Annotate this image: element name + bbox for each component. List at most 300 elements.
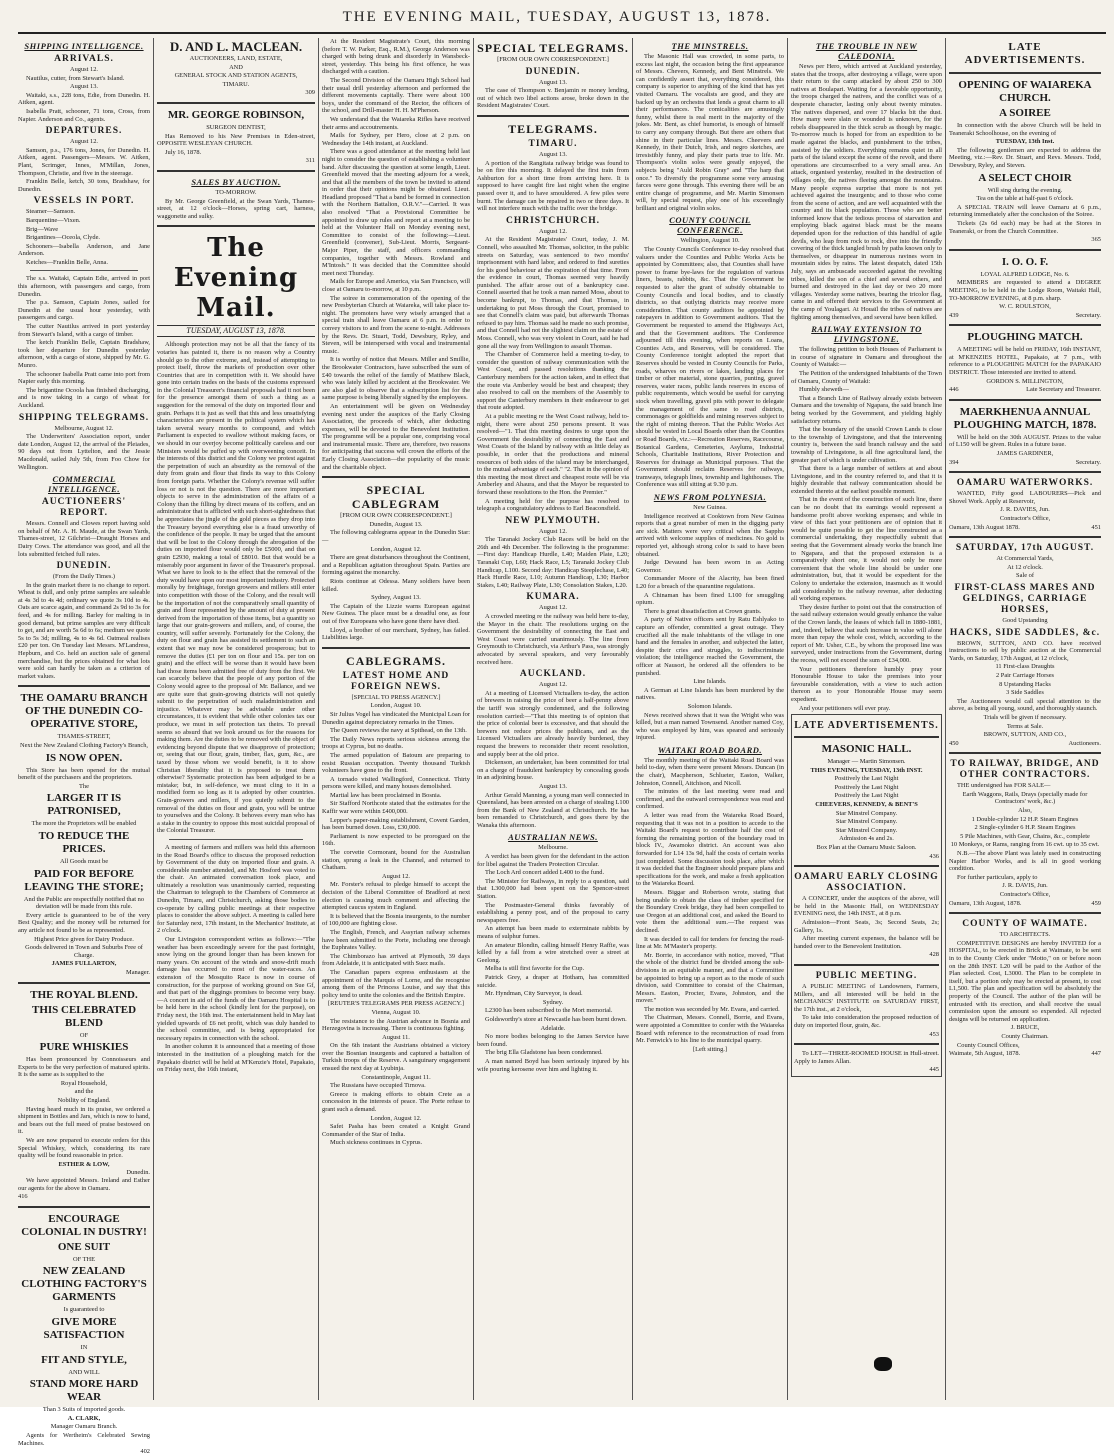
advert-number: 311 (305, 157, 315, 165)
column-7 (949, 38, 1101, 1400)
news-paragraph: Humbly sheweth— (799, 386, 849, 394)
divider (157, 170, 315, 172)
advert-line: Manager Oamaru Branch. (50, 1423, 118, 1431)
advert-line: 8 Upstanding Hacks (999, 680, 1051, 688)
advert-number: 428 (929, 951, 939, 959)
advert-line: Box Plan at the Oamaru Music Saloon. (816, 844, 917, 852)
news-paragraph: The Chimborazo has arrived at Plymouth, 39 days from Adelaide, it is anticipated with Suez mails. (322, 952, 470, 968)
dateline: Melbourne. (538, 844, 568, 852)
dateline: Melbourne, August 12. (54, 424, 114, 432)
news-paragraph: The motion was seconded by Mr. Evans, and carried. (644, 1005, 780, 1013)
news-paragraph: It is believed that the Bosnia insurgents, to the number of 100,000 are fighting close. (322, 912, 470, 928)
advert-line: AND (229, 63, 243, 71)
news-paragraph: An entertainment will be given on Wednesday evening next under the auspices of the Early Closing Association, the proceeds of which, after deducting expenses, will be devoted to the Benevolent Institution. The programme will be a popular one, comprising vocal and instrumental music. There are, therefore, two reasons for anticipating that success will crown the efforts of the Early Closing Association—the popularity of the music and the charitable object. (322, 402, 470, 471)
advert-line: WANTED, Fifty good LABOURERS—Pick and Shovel Work. Apply at Reservoir, (949, 490, 1101, 505)
news-paragraph: That in the event of the construction of such line, there can be no doubt that its earnings would represent a handsome profit above working expenses; and while in view of this fact your petitioners are of opinion that it would be quite possible to get the line constructed as a commercial undertaking, they respectfully submit that seeing that the Government already works the branch line to Ngapara, and that the proposed extension is a comparatively short one, it would not only be more convenient that the whole line should be under one administration, but, that it would be expedient for the Colony to undertake the extension, inasmuch as it would add considerably to the railway revenue, after deducting all working expenses. (791, 496, 942, 603)
advert-line: Star Minstrel Company. (835, 809, 898, 817)
news-paragraph: Commander Moore of the Alacrity, has been fined L20 for a breach of the quarantine regulations. (636, 575, 784, 590)
news-paragraph: The resistance to the Austrian advance in Bosnia and Herzegovina is increasing. There is continuous fighting. (322, 1017, 470, 1033)
advert-line: A MEETING will be held on FRIDAY, 16th INSTANT, at M'KENZIES HOTEL, Papakaio, at 7 p.m., with reference to a PLOUGHING MATCH for the PAPAKAIO DISTRICT. Those interested are invited to attend. (949, 346, 1101, 377)
news-paragraph: Mr. Forster's refusal to pledge himself to accept the decision of the Liberal Committee of Bradford at next election is causing much comment and affecting the attempted caucus system in England. (322, 881, 470, 912)
auction-report: Messrs. Connell and Clowes report having sold on behalf of Mr. A. H. Maude, at the Swan Yards, Thames-street, 12 Gilchrist—Draught Horses and Dairy Cows. The attendance was good, and all the lots submitted fetched full rates. (18, 520, 150, 558)
advert-line: The (79, 782, 89, 790)
issue-date: TUESDAY, AUGUST 13, 1878. (157, 325, 315, 337)
advert-line: Will sing during the evening. (987, 186, 1063, 194)
source-line: [SPECIAL TO PRESS AGENCY.] (351, 693, 441, 701)
advert-line: The following gentlemen are expected to address the Meeting, viz.:—Rev. Dr. Stuart, and Revs. Messrs. Todd, Dewsbury, Ryley, and Steven. (949, 146, 1101, 169)
news-paragraph: Patrick Grey, a draper at Hotham, has committed suicide. (477, 973, 629, 989)
place-heading: NEW PLYMOUTH. (505, 515, 601, 526)
advert-signature: JAMES FULLARTON, (51, 960, 117, 968)
advert-line: OF (79, 1031, 89, 1039)
advert-line: Admission—Front Seats, 3s; Second Seats, 2s; Gallery, 1s. (794, 919, 939, 934)
advert-line: MEMBERS are requested to attend a DEGREE MEETING, to be held in the Lodge Room, Waitaki Hall, TO-MORROW EVENING, at 8 p.m. sharp. (949, 279, 1101, 302)
advert-line: We have appointed Messrs. Ireland and Esther our agents for the above in Oamaru. (18, 1177, 150, 1192)
date-line: August 12. (69, 138, 99, 146)
news-paragraph: We understand that the Waiareka Rifles have received their arms and accoutrements. (322, 115, 470, 131)
advert-line: Good Upstanding (1002, 616, 1048, 624)
dunedin-heading: DUNEDIN. (56, 561, 112, 572)
advert-number: 394 (949, 458, 959, 466)
news-paragraph: Messrs. Biggar and Robertson wrote, stating that being unable to obtain the class of timber specified for the Boundary Creek bridge, they had been compelled to use Oregon at an additional cost, and asked the Board to vote them the additional sum.—The request was declined. (636, 888, 784, 934)
market-report: In the grain market there is no change to report. Wheat is dull, and only prime samples are saleable at 4s 3d to 4s 4d; ordinary we quote 3s 10d to 4s. Oats are scarce again, and command 2s 9d to 3s for feed, and 4s for milling. Barley for malting is in good demand, but prime samples are very difficult to get, and are worth 5s 6d to 6s; medium we quote 5s to 5s 3d; milling, 4s to 4s 6d. Oatmeal realises £20 per ton. On Tuesday last Messrs. M'Landress, Hepburn, and Co. held an auction sale of general merchandise, but the prices obtained for what lots were sold can hardly be taken as a criterion of market values. (18, 581, 150, 680)
advert-line: TUESDAY, 13th Inst. (995, 138, 1055, 146)
section-heading: TELEGRAMS. (508, 121, 598, 136)
divider (794, 736, 939, 738)
news-paragraph: The Petition of the undersigned Inhabitants of the Town of Oamaru, County of Waitaki: (791, 369, 942, 385)
advert-footer-row (949, 459, 1101, 467)
advert-heading: TO RAILWAY, BRIDGE, AND OTHER CONTRACTORS. (950, 759, 1100, 781)
advert-signature: BROWN, SUTTON, AND CO., (983, 731, 1067, 739)
section-heading: THE TROUBLE IN NEW CALEDONIA. (815, 41, 918, 61)
dateline: August 12. (538, 681, 568, 689)
advert-line: PURE WHISKIES (39, 1041, 129, 1054)
place-heading: TIMARU. (528, 138, 578, 149)
news-paragraph: The Loch Ard concert added L400 to the fund. (485, 869, 605, 877)
advert-line: 11 First-class Draughts (995, 663, 1055, 671)
news-paragraph: They desire further to point out that the construction of the said railway extension would greatly enhance the value of the Crown lands, the leases of which fall in 1880-1881, and, indeed, believe that such increase in value will alone more than repay the whole cost, which, according to the report of Mr. Usher, C.E., by whom the proposed line was surveyed, under instructions from the Government, during the recess, will not exceed the sum of £34,000. (791, 603, 942, 664)
news-paragraph: There is great dissatisfaction at Crown grants. (644, 607, 762, 615)
advert-line: Positively the Last Night (834, 783, 899, 791)
news-paragraph: Your petitioners therefore humbly pray your Honourable House to take the premises into your favourable consideration, with a view to such action thereon as to your Honourable House may seem expedient. (791, 665, 942, 703)
advert-number: 309 (305, 89, 315, 97)
advert-line: AND WILL (68, 1368, 100, 1376)
news-paragraph: Our Livingston correspondent writes as follows:—"The weather has been exceedingly severe for the past fortnight, snow lying on the ground longer than has been known for many years. On account of the winds and snow-drift much damage has occurred to most of the water-races. An extension of the Mosquito Race is now in course of construction, for the purpose of working ground on Sue Gf, and that part of the diggings promises to become very busy.—A concert in aid of the funds of the Oamaru Hospital is to be held here in the school (kindly lent for the purpose), on Friday next, the 16th inst. The entertainment held in May last yielded upwards of £6 net profit, which was duly handed to the school committee, and is being appropriated for necessary repairs in connection with the school. (157, 936, 315, 1042)
dateline: August 11. (382, 1033, 410, 1041)
news-paragraph: The monthly meeting of the Waitaki Road Board was held to-day, when there were present Messrs. Duncan (in the chair), Macpherson, Schlueter, Easton, Walker, Johnston, Connell, Aitchison, and Nicoll. (636, 756, 784, 787)
news-paragraph: At a meeting of Licensed Victuallers to-day, the action of brewers in raising the price of beer a half-penny above the tariff was strongly condemned, and the following resolution carried:—"That this meeting is of opinion that the price of colonial beer is excessive, and that should the brewers not reduce prices the publicans, and as the Licensed Victuallers are already heavily burdened, they request the brewers to reconsider their recent resolution, and supply beer at the old price. (477, 689, 629, 758)
advert-line: County Council Offices, (957, 1041, 1020, 1049)
news-paragraph: The Chamber of Commerce held a meeting to-day, to consider the question of railway communication with the West Coast, and passed resolutions thanking the Canterbury members for the action taken, and in effect that the route via Amberley would be best and cheapest; they also resolved to call on the members of the Assembly to support the Canterbury members in their endeavour to get that route adopted. (477, 351, 629, 412)
advert-heading: MASONIC HALL. (821, 743, 912, 756)
advert-line: Auctioneers. (1068, 739, 1101, 747)
news-paragraph: The County Councils Conference to-day resolved that valuers under the Counties and Public Works Acts be appointed by Committees; also, that Counties shall have power to frame bye-laws for the regulation of various liners, beasts, rabbits, &c. That the Government be requested to alter the grant of subsidy obtainable to County Councils and local bodies, and to classify districts, so that outlying districts may receive more consideration. That county auditors be appointed by ratepayers in addition to Government auditors. That the Government be requested to amend the Highways Act, and that the Government auditors. The Conference adjourned till this evening, when reports on Loans, Counties Acts, and Reserves, will be considered. The County Conference tonight adopted the report that Reserves should be vested in County Councils for Parks, roads, wharves on rivers or lakes, landing places for timber or other material, stone quarries, punting, gravel reserves, water races, public lands reserves in excess of public requirements, which would be useful for carrying stock when travelling, gravel pits with power to delegate the management of the same to road districts, commonages or goldfields and mining reserves subject to the right of mining thereon. That the Public Works Act should be vested in Local Boards other than the Counties or Road Boards, viz.:—Recreation Reserves, Racecourse, Botanical Gardens, Cemeteries, Asylums, Industrial Schools, Charitable Institutions, River Protection and Reserves for drainage as Municipal purposes. That the Government should reclaim Reserves for railways, tramways, telegraph lines, township and lighthouses. The Conference was still sitting at 9.30 p.m. (636, 246, 784, 489)
divider (157, 102, 315, 104)
vessel-item: Brigantines—Oceola, Clyde. (26, 234, 101, 242)
news-paragraph: Mr. Hyndman, City Surveyor, is dead. (485, 990, 583, 998)
section-heading: SALES BY AUCTION. (191, 176, 281, 187)
news-paragraph: And your petitioners will ever pray. (799, 704, 891, 712)
column-2 (157, 38, 315, 1400)
advert-line: After meeting current expenses, the balance will be handed over to the Benevolent Institution. (794, 935, 939, 950)
vessel-item: Barquentine—Vixen. (26, 216, 81, 224)
telegrams-heading: SHIPPING TELEGRAMS. (18, 412, 150, 423)
place-heading: KUMARA. (526, 592, 580, 603)
news-paragraph: The Russians have occupied Tirnova. (330, 1082, 426, 1090)
news-paragraph: At a public meeting re the West Coast railway, held to-night, there were about 250 persons present. It was resolved—"1. That this meeting desires to urge upon the Government the desirability of connecting the East and West Coasts of the Island by railway with as little delay as possible, in order that the productions and mineral resources of both sides of the island may be interchanged, to the mutual advantage of each." "2. That in the opinion of this meeting the most direct and cheapest route will be via Amberley and Ahaura, and that the Mayor be requested to forward these resolutions to the Hon. the Premier." (477, 412, 629, 496)
masthead-rule (18, 32, 1106, 34)
dateline: Wellington, August 10. (680, 237, 740, 245)
advert-heading: COUNTY OF WAIMATE. (962, 919, 1088, 930)
advert-line: LARGER IT IS PATRONISED, (46, 792, 122, 818)
advert-line: Royal Household, (60, 1079, 108, 1087)
dateline: Constantinople, August 11. (361, 1073, 431, 1081)
news-paragraph: Sir Julius Vogel has vindicated the Municipal Loan for Dunedin against depreciatory remarks in the Times. (322, 710, 470, 726)
advert-line: All Goods must be (59, 857, 109, 865)
continued-note: [Left sitting.] (692, 1045, 728, 1053)
advert-line: Nobility of England. (57, 1097, 111, 1105)
advert-line: LOYAL ALFRED LODGE, No. 6. (980, 270, 1070, 278)
advert-line: 2 Pair Carriage Horses (995, 671, 1055, 679)
advert-signature: JAMES GARDINER, (996, 450, 1054, 458)
advert-line: Dunedin. (126, 1169, 150, 1177)
advert-line: Positively the Last Night (834, 775, 899, 783)
advert-line: Has been pronounced by Connoisseurs and Experts to be the very perfection of matured spirits. It is the same as is supplied to the (18, 1056, 150, 1079)
advert-signature: W. C. ROULSTON, (999, 303, 1051, 311)
advert-line: STAND MORE HARD WEAR (29, 1378, 139, 1404)
place-heading: AUCKLAND. (519, 669, 587, 680)
advert-line: N.B.—The above Plant was lately used in constructing Napier Harbor Works, and is all in good working condition. (949, 850, 1101, 873)
advert-heading: OAMARU EARLY CLOSING ASSOCIATION. (794, 872, 939, 894)
advert-line: Trials will be given if necessary. (983, 713, 1067, 721)
advert-number: 451 (1091, 523, 1101, 531)
advert-line: FIRST-CLASS MARES AND GELDINGS, CARRIAGE HORSES, (954, 582, 1096, 615)
departure-item: Samson, p.s., 176 tons, Jones, for Dunedin. H. Aitken, agent. Passengers—Messrs. W. Aitken, Plant, Scrimger, Innes, M'Millan, Jones, Thompson, Christie, and five in the steerage. (18, 146, 150, 177)
advert-line: Secretary. (1075, 458, 1101, 466)
advert-line: A SPECIAL TRAIN will leave Oamaru at 6 p.m., returning immediately after the conclusion of the Soiree. (949, 203, 1101, 219)
arrival-item: Nautilus, cutter, from Stewart's Island. (26, 74, 125, 82)
advert-line: July 16, 1878. (165, 148, 202, 156)
dateline: New Guinea. (693, 504, 727, 512)
dateline: Adelaide. (540, 1024, 566, 1032)
column-rule (945, 38, 946, 1400)
arrivals-heading: ARRIVALS. (54, 54, 114, 64)
advert-line: Next the New Zealand Clothing Factory's Branch, (19, 742, 149, 749)
advert-line: IS NOW OPEN. (45, 751, 123, 764)
advert-line: Star Minstrel Company. (835, 818, 898, 826)
news-paragraph: A tornado visited Wallingford, Connecticut. Thirty persons were killed, and many houses demolished. (322, 775, 470, 791)
vessel-item: Ketches—Franklin Belle, Anna. (26, 258, 108, 266)
advert-line: Tea on the table at half-past 6 o'clock. (976, 195, 1074, 203)
advert-line: Oamaru, 13th August, 1878. (949, 899, 1022, 907)
place-heading: CHRISTCHURCH. (505, 215, 601, 226)
advert-line: A SOIREE (999, 107, 1051, 119)
advert-line: Admission 4s and 2s. (839, 835, 894, 843)
advert-line: 2 Single-cylinder 6 H.P. Steam Engines (974, 824, 1076, 832)
ink-blot (874, 1357, 892, 1371)
section-heading: RAILWAY EXTENSION TO LIVINGSTONE. (811, 324, 922, 345)
advert-line: 1 Double-cylinder 12 H.P. Steam Engines (971, 815, 1079, 823)
column-rule (153, 38, 154, 1400)
advert-line: Will be held on the 30th AUGUST. Prizes to the value of L150 will be given. Rules in a future issue. (949, 433, 1101, 449)
advert-line: Late Secretary and Treasurer. (1026, 386, 1101, 394)
news-paragraph: Mails for Europe and America, via San Francisco, will close at Oamaru to-morrow, at 10 p.m. (322, 278, 470, 293)
advert-line: Also, (1018, 807, 1032, 815)
news-paragraph: The Captain of the Lizzie warns European against New Guinea. The place must be a dreadful one, as four out of five Europeans who have gone there have died. (322, 602, 470, 625)
news-paragraph: Safet Pasha has been created a Knight Grand Commander of the Star of India. (322, 1123, 470, 1138)
section-heading: AUSTRALIAN NEWS. (508, 832, 598, 843)
news-paragraph: A portion of the Rangitata railway bridge was found to be on fire this morning. It delayed the first train from Ashburton for a short time from arriving here. It is supposed to have caught fire last night when the engine passed over it, and to have smouldered. A few piles were burnt. The damage can be repaired in two or three days. It will not interfere much with the traffic over the bridge. (477, 159, 629, 213)
advert-line: Terms at Sale. (1006, 722, 1044, 730)
advert-heading: SATURDAY, 17th AUGUST. (955, 543, 1095, 554)
advert-line: At 12 o'clock. (1007, 563, 1043, 571)
source-line: [REUTER'S TELEGRAMS PER PRESS AGENCY.] (327, 1000, 465, 1008)
news-paragraph: An amateur Blondin, calling himself Henry Raffie, was killed by a fall from a wire stretched over a street at Geelong. (477, 941, 629, 964)
news-paragraph: That the boundary of the unsold Crown Lands is close to the township of Livingstone, and that the intervening country is, between the said branch railway and the said township of Livingstone, is all fine agricultural land, the greater part of which is under cultivation. (791, 426, 942, 464)
dateline: Vienna, August 10. (371, 1008, 421, 1016)
advert-heading: PLOUGHING MATCH. (967, 331, 1083, 344)
column-4 (477, 38, 629, 1400)
advert-line: TIMARU. (222, 80, 250, 88)
column-rule (632, 38, 633, 1400)
news-paragraph: No more bodies belonging to the James Service have been found. (477, 1033, 629, 1048)
news-paragraph: Martial law has been proclaimed in Bosnia. (330, 791, 442, 799)
divider (477, 115, 629, 117)
section-heading: WAITAKI ROAD BOARD. (657, 744, 763, 755)
news-paragraph: A man named Boyd has been seriously injured by his wife pouring kerosene over him and lighting it. (477, 1057, 629, 1073)
advert-line: Earth Waggons, Rails, Drays (specially made for Contractors' work, &c.) (962, 790, 1088, 806)
divider (949, 471, 1101, 473)
dateline: August 12. (538, 227, 568, 235)
news-paragraph: L2300 has been subscribed to the Mort memorial. (485, 1007, 613, 1015)
advert-line: OF THE (72, 1255, 96, 1263)
advert-line: SURGEON DENTIST, (206, 123, 266, 131)
dateline: August 13. (538, 150, 568, 158)
section-heading: COMMERCIAL INTELLIGENCE. (48, 474, 120, 495)
advert-heading: PUBLIC MEETING. (815, 970, 918, 981)
news-paragraph: A crowded meeting re the railway was held here to-day, the Mayor in the chair. The resolutions urging on the Government the desirability of connecting the East and West Coast were carried unanimously. The line from Greymouth to Christchurch, via Arthur's Pass, was strongly advocated by several speakers, and very favourably received here. (477, 613, 629, 666)
advert-line: To take into consideration the proposed reduction of duty on imported flour, grain, &c. (794, 1014, 939, 1029)
news-paragraph: The Chairman, Messrs. Connell, Borrie, and Evans, were appointed a Committee to confer with the Waiareka Board with reference to the reconstruction of road from Mr. Fenwick's to his line to the municipal quarry. (636, 1014, 784, 1045)
advert-footer-row (949, 900, 1101, 908)
news-paragraph: An attempt has been made to exterminate rabbits by means of sulphur fumes. (477, 925, 629, 940)
divider (949, 399, 1101, 401)
advert-number: 446 (949, 386, 959, 394)
advert-number: 416 (18, 1193, 28, 1201)
advert-line: Every article is guaranteed to be of the very Best Quality; and the money will be returned for any article not found to be as represented. (18, 911, 150, 934)
news-paragraph: The Canadian papers express enthusiasm at the appointment of the Marquis of Lorne, and the recognise among them of the Princess Louise, and say that this policy tend to unite the colonies and the British Empire. (322, 968, 470, 999)
shipping-paragraph: The p.s. Samson, Captain Jones, sailed for Dunedin at the usual hour yesterday, with passengers and cargo. (18, 299, 150, 322)
advert-line: This Store has been opened for the mutual benefit of the purchasers and the proprietors. (18, 766, 150, 782)
advert-line: GIVE MORE SATISFACTION (43, 1315, 125, 1341)
shipping-paragraph: The schooner Isabella Pratt came into port from Napier early this morning. (18, 370, 150, 386)
advert-heading: MR. GEORGE ROBINSON, (167, 108, 305, 121)
advert-heading: MAERKHENUA ANNUAL PLOUGHING MATCH, 1878. (953, 405, 1097, 431)
news-paragraph: That a Branch Line of Railway already exists between Oamaru and the township of Ngapara, the said branch line being worked by the Government, and yielding highly satisfactory returns. (791, 394, 942, 425)
news-paragraph: The Taranaki Jockey Club Races will be held on the 26th and 4th December. The following is the programme:—First day: Handicap Hurdle, L40; Maiden Plate, L20; Taranaki Cup, L60; Hack Race, L5; Taranaki Jockey Club Handicap, L100. Second day: Handicap Steeplechase, L40; Hack Hurdle Race, L10; Autumn Handicap, L30; Harbor Stakes, L40; Railway Plate, L30; Consolation Stakes, L20. (477, 536, 629, 589)
advert-line: In connection with the above Church will be held in Teaneraki Schoolhouse, on the evening of (949, 122, 1101, 137)
source-line: (From the Daily Times.) (52, 573, 116, 581)
advert-line: A CONCERT, under the auspices of the above, will be held in the Masonic Hall, on WEDNESDAY EVENING next, the 14th INST., at 8 p.m. (794, 895, 939, 918)
shipping-paragraph: The brigantine Ocoola has finished discharging, and is now taking in a cargo of wheat for Auckland. (18, 386, 150, 409)
news-paragraph: The minutes of the last meeting were read and confirmed, and the outward correspondence was read and confirmed. (636, 788, 784, 811)
advert-footer-row (949, 524, 1101, 532)
advert-line: To LET—THREE-ROOMED HOUSE in Hull-street. Apply to James Allan. (794, 1050, 939, 1065)
advert-line: 3 Side Saddles (1006, 689, 1044, 697)
section-heading: NEWS FROM POLYNESIA. (653, 492, 767, 503)
dateline: London, August 10. (370, 702, 422, 710)
news-paragraph: A letter was read from the Waiareka Road Board, requesting that it was not in a position to accede to the Waitaki Board's request to contribute half the cost of forming the remaining portion of the boundary road in block IV., Awamoko district. An account was also forwarded for L14 13s 9d, half the costs of certain works just completed. Some discussion took place, after which it was decided that the Engineer should prepare plans and specifications for the work, and make a fresh application to the Waiareka Board. (636, 812, 784, 888)
advert-line: THAMES-STREET, (57, 733, 111, 741)
news-paragraph: In another column it is announced that a meeting of those interested in the institution of a ploughing match for the Papakaio district will be held at M'Kenzie's Hotel, Papakaio, on Friday next, the 16th instant, (157, 1043, 315, 1074)
news-paragraph: News per Hero, which arrived at Auckland yesterday, states that the troops, after destroying a village, were upon their return to the camp attacked by about 250 to 300 natives at Boulapari. Waiting for a favorable opportunity, the troops charged the natives, and the conflict was of a desperate character, lasting only about twenty minutes. The natives dispersed, and over 17 blacks bit the dust. How many were slain or wounded is unknown, for the rebels disappeared in the thick scrub as though by magic. To-morrow much is hoped for from an expedition to be made against the blacks, and punishment to the tribes, assisted by the soldiers. Everything remains quiet in all parts of the island except the scene of the revolt, and there operations are circumscribed to a very small area. An attack, organised yesterday, resulted in the destruction of villages only, the natives fleeing amongst the mountains. Many people express surprise that more is not yet achieved against the insurgents; and to those who come from the scene of action, and are well acquainted with the country and its black population. Those who are better informed know that the tedious process of starvation and employing black against black must be the means depended upon for the reduction of this handful of agile devils, who leap from rock to rock, dive into the friendly covering of the thick tangled brush by paths known only to themselves, or disappear in numerous ravines worn in mountain sides by rains. The latest despatch, dated 15th July, says an ambuscade succeeded against the revolting tribes, killed the son of a chief and several others, and burned and destroyed in the last day or two 20 more villages. Yesterday some natives, bearing the tricolor flag, came in and offered their services to the Government at the camp of Youlagari. At Houaïl the tribes of natives are fighting among themselves, and several have been killed. (791, 63, 942, 321)
news-paragraph: Goldsworthy's store at Newcastle has been burnt down. (485, 1015, 627, 1023)
news-paragraph: A meeting held for the purpose has resolved to telegraph a congratulatory address to Earl Beaconsfield. (477, 497, 629, 513)
advert-line: ONE SUIT (57, 1240, 111, 1253)
advert-line: Positively the Last Night (834, 792, 899, 800)
news-paragraph: The Daily News reports serious sickness among the troops at Cyprus, but no deaths. (322, 735, 470, 751)
vessel-item: Steamer—Samson. (26, 208, 76, 216)
divider (18, 1206, 150, 1208)
news-paragraph: Arthur Gerald Manning, a young man well connected in Queensland, has been arrested on a charge of stealing L100 from the Bank of New Zealand at Christchurch. He has been remanded to Christchurch, and goes there by the Wanaka this afternoon. (477, 791, 629, 829)
news-paragraph: Much sickness continues in Cyprus. (330, 1139, 423, 1147)
advert-number: 459 (1091, 899, 1101, 907)
news-paragraph: Parliament is now expected to be prorogued on the 16th. (322, 832, 470, 848)
subheading: TO-MORROW. (215, 188, 257, 196)
advert-number: 439 (949, 311, 959, 319)
news-paragraph: The Minister for Railways, in reply to a question, said that L300,000 had been spent on the Spencer-street Station. (477, 877, 629, 901)
advert-number: 450 (949, 739, 959, 747)
column-5 (636, 38, 784, 1400)
news-paragraph: A party of Native officers sent by Ratu Eshlyako to capture an offender, committed a great outrage. They crucified all the male inhabitants of the village in one hand and the females in another, and subjected the latter, despite their cries and struggles, to indiscriminate violation; the intelligence reached the Government, the officer at Nausori, he ordered all the offenders to be punished. (636, 616, 784, 677)
section-heading: LATE ADVERTISEMENTS. (794, 720, 939, 732)
divider (169, 839, 303, 840)
section-heading: SHIPPING INTELLIGENCE. (24, 41, 144, 51)
advert-line: Agents for Wertheim's Celebrated Sewing Machines. (18, 1431, 150, 1447)
advert-line: Goods delivered in Town and Suburbs Free of Charge. (25, 944, 143, 959)
dateline: August 12. (538, 527, 568, 535)
source-line: [FROM OUR OWN CORRESPONDENT.] (497, 56, 609, 63)
advert-line: COMPETITIVE DESIGNS are hereby INVITED for a HOSPITAL, to be erected in Brick at Waimate, to be sent in to the County Clerk under "Motto," on or before noon on the 28th INST. L20 will be paid to the Author of the Plan selected. Cost, L3000. The Plan to be complete in itself, but a portion only may be erected at present, to cost L1,500. The plan and specification will be absolutely the property of the Council. The author of the plan will be entrusted with its erection, and shall receive the usual commission upon the amount so expended. All rejected designs will be returned on application. (949, 939, 1101, 1023)
divider (18, 982, 150, 984)
advert-heading: THE ROYAL BLEND. (30, 988, 138, 1001)
source-line: [FROM OUR OWN CORRESPONDENT.] (340, 512, 452, 520)
advert-number: 436 (929, 852, 939, 860)
news-paragraph: Melba is still first favorite for the Cup. (485, 965, 585, 973)
dateline: August 12. (538, 604, 568, 612)
advert-line: Highest Price given for Dairy Produce. (34, 935, 134, 943)
news-paragraph: The soiree in commemoration of the opening of the new Presbyterian Church at Waiareka, will take place to-night. The promoters have very wisely arranged that a special train shall leave Oamaru at 6 p.m. in order to convey visitors to and from the scene to-night. Addresses by the Revs. Dr. Stuart, Todd, Dewsbury, Ryley, and Steven, will be interspersed with vocal and instrumental music. (322, 294, 470, 355)
masthead: THE EVENING MAIL, TUESDAY, AUGUST 13, 1878. (342, 9, 772, 25)
news-paragraph: A verdict has been given for the defendant in the action for libel against the Traders Protection Circular. (477, 853, 629, 868)
news-paragraph: The corvette Cormorant, bound for the Australian station, sprung a leak in the Channel, and returned to Chatham. (322, 849, 470, 872)
news-paragraph: The English, French, and Assyrian railway schemes have been submitted to the Porte, including one through the Euphrates Valley. (322, 928, 470, 952)
date-line: August 12. (69, 66, 99, 73)
shipping-paragraph: The cutter Nautilus arrived in port yesterday from Stewart's Island, with a cargo of timber. (18, 323, 150, 338)
advert-line: A PUBLIC MEETING of Landowners, Farmers, Millers, and all interested will be held in the MECHANICS' INSTITUTE on SATURDAY FIRST, the 17th inst., at 2 o'clock, (794, 982, 939, 1013)
dateline: London, August 12. (370, 1114, 422, 1122)
advert-line: 5 Pile Machines, with Gear, Chains, &c., complete (960, 832, 1090, 840)
divider (949, 72, 1101, 74)
news-paragraph: The Second Division of the Oamaru High School had their usual drill yesterday afternoon and performed the different movements capitally. There were about 100 boys, under the command of the Rector, the officers of the school, and Drill-master H. H. M'Pherson. (322, 76, 470, 115)
advert-line: THIS EVENING, TUESDAY, 13th INST. (810, 766, 923, 774)
advert-line: Waimate, 5th August, 1878. (949, 1050, 1021, 1058)
advert-line: Contractor's Office, (999, 515, 1051, 522)
section-heading: THE MINSTRELS. (671, 41, 749, 51)
date-line: August 13. (69, 83, 99, 91)
advert-footer-row (949, 386, 1101, 394)
advert-line: Contractor's Office, (999, 891, 1051, 898)
news-paragraph: The armed population of Batoum are preparing to resist Russian occupation. Twenty thousand Turkish volunteers have gone to the front. (322, 751, 470, 775)
advert-line: BROWN, SUTTON, AND CO. have received instructions to sell by public auction at the Commercial Yards, on Saturday, 17th August, at 12 o'clock, (949, 639, 1101, 662)
column-1 (18, 38, 150, 1456)
advert-line: AUCTIONEERS, LAND, ESTATE, (189, 55, 283, 62)
advert-heading: I. O. O. F. (1001, 255, 1049, 268)
departures-heading: DEPARTURES. (45, 126, 123, 137)
news-paragraph: Lepper's paper-making establishment, Covent Garden, has been burned down. Loss, £30,000. (322, 816, 470, 832)
advert-number: 402 (140, 1448, 150, 1456)
section-heading: SPECIAL TELEGRAMS. (477, 41, 629, 55)
news-paragraph: The following petition to both Houses of Parliament is in course of signature in Oamaru and throughout the County of Waitaki:— (791, 346, 942, 369)
dateline: Line Islands. (693, 678, 727, 686)
advert-line: And the Public are respectfully notified that no deviation will be made from this rule. (23, 895, 145, 911)
news-paragraph: There are great disturbances throughout the Continent, and a Republican agitation throughout Spain. Parties are forming against the monarchy. (322, 554, 470, 577)
telegram-paragraph: The Underwriters' Association report, under date London, August 12, the arrival of the Pleiades, 90 days out from Lyttelton, and the Jessie Macdonald, sailed July 5th, from Foo Chow for Wellington. (18, 433, 150, 471)
advert-line: FIT AND STYLE, (41, 1353, 127, 1366)
advert-line: Manager — Martin Simonsen. (827, 758, 906, 766)
section-heading: CABLEGRAMS. (345, 653, 446, 668)
advert-footer-row (949, 740, 1101, 748)
arrival-item: Waitaki, s.s., 228 tons, Edie, from Dunedin. H. Aitken, agent. (18, 91, 150, 107)
dateline: August 13. (538, 78, 568, 86)
advert-line: At Commercial Yards, (996, 555, 1054, 563)
news-paragraph: News received shows that it was the Wright who was killed, but a man named Townsend. Another named Coy, who was employed by him, was speared and seriously injured. (636, 711, 784, 742)
advert-line: 10 Monkeys, or Rams, ranging from 16 cwt. up to 35 cwt. (950, 841, 1100, 849)
vessel-item: Schooners—Isabella Anderson, and Jane Anderson. (18, 242, 150, 258)
news-paragraph: It was decided to call for tenders for fencing the road-line at Mr. M'Master's property. (636, 935, 784, 951)
advert-heading: OAMARU WATERWORKS. (956, 478, 1094, 489)
divider (18, 685, 150, 687)
advert-signature: GORDON S. MILLINGTON, (986, 377, 1064, 385)
advert-line: The Auctioneers would call special attention to the above, as being all young, sound, and thoroughly staunch. (949, 697, 1101, 713)
advert-heading: ENCOURAGE COLONIAL IN DUSTRY! (21, 1212, 147, 1238)
divider (949, 752, 1101, 754)
advert-line: A SELECT CHOIR (978, 171, 1072, 184)
column-6 (791, 38, 942, 1400)
dateline: August 12. (381, 872, 411, 880)
advert-line: Has Removed to his New Premises in Eden-street, OPPOSITE WESLEYAN CHURCH. (157, 132, 315, 148)
advert-line: HACKS, SIDE SADDLES, &c. (949, 627, 1101, 638)
editorial-paragraph: Although protection may not be all that the fancy of its votaries has painted it, there is no reason why a Country should go to the other extreme, and, instead of attempting to protect itself, throw the markets of production over other Countries that are in competition with it. We should have gone into certain trades on the basis of the customs expressed in the Colonial Treasurer's financial proposals had it not been for the presence amongst them of such a thing as a suggestion for the removal of the duty on imported flour and grain. Perhaps it is just as well that this and less unsatisfying characteristics are present in the political system which has taken several weary months to compound, and which Parliament is expected to swallow without making faces, or we should in our overjoy become politically careless and our Ministers would be puffed up with overweening conceit. In the interests of this district and the Colony we protest against the perpetration of such an absurdity as the removal of the duty from grain and flour that finds its way to this Colony from foreign parts. Whether the Colony's revenue will suffer loss or not is not the question. There are more important objects to serve in the administration of the affairs of a Colony than the filling by direct means of its coffers, and an administrator that is afflicted with such short-sightedness that he appreciates the jingle of the gold pieces as they drop into the Treasury beyond everything else is a fraud unworthy of the confidence of the people. It may be urged that the amount that will be lost to the Colony through the abrogation of the duties on imported flour would only be £5000, and that on grain £2930, making a total of £8010. But that would be a miserably poor argument in favor of the Treasurer's proposal. What we have to look to is the effect that the removal of the duty would have upon our most important industry. Protected morally by freightage, foreign growers and millers still enter into competition with those of the Colony, and the result will be the importation of not the comparatively small quantity of grain and flour represented by the amount of duty at present derived from the importation of those items, but a quantity so large that our grain-growers and millers, and, of course, the country, will suffer severely. Fortunately for the Colony, the duty on flour and grain has assisted its settlement to such an extent that we may now be considered prosperous; but to remove the duties (£1 per ton on flour and 15s. per ton on grain) and the effect will be worse than it would have been had those items been admitted free of duty from the first. We can scarcely believe that the people of any portion of the Colony would agree to the proposal of Mr. Ballance, and we are quite sure that grain-growing districts will not quietly submit to the perpetration of such maladministration and injustice. Whatever may be advisable under other circumstances, it is evident that while other colonies tax our produce, we must in self protection tax theirs. To prevail seems so absurd that we look around us for the reasons for making them. Are the duties to be removed with the object of evidencing beyond dispute that we disapprove of protection; or, seeing that our flour, grain, timber, flax, gum, &c., are taxed by those whom we would benefit, is it to show Christian liberality that it is proposed to treat them otherwise? Systematic protection has been adjudged to be a mistake; but, in self-defence, we must cling to it in a modified form so long as it is adopted by other countries. Grain-growers and millers, if you quietly submit to the removal of the duties on flour and grain, you will be untrue to yourselves and the Colony. It behoves every man who has a stake in the country to oppose this most suicidal proposal of the Colonial Treasurer. (157, 341, 315, 835)
advert-line: THIS CELEBRATED BLEND (31, 1003, 137, 1029)
advert-signature: ESTHER & LOW, (58, 1160, 110, 1168)
divider (794, 865, 939, 867)
news-paragraph: A German at Line Islands has been murdered by the natives. (636, 686, 784, 702)
advert-number: 447 (1091, 1050, 1101, 1058)
advert-signature: J. BRUCE, (1010, 1024, 1040, 1032)
newspaper-logo: The Evening Mail. (173, 233, 299, 324)
dateline: August 13. (538, 782, 568, 790)
section-heading: COUNTY COUNCIL CONFERENCE. (669, 215, 751, 236)
divider (794, 1043, 939, 1045)
news-paragraph: Intelligence received at Cooktown from New Guinea reports that a great number of men in the digging party are sick. Matters were very critical when the Sappho arrived with welcome supplies of medicines. No gold is reported yet, although strong color is said to have been obtained. (636, 512, 784, 558)
advert-line: Than 3 Suits of imported goods. (42, 1406, 126, 1414)
advert-line: We are now prepared to execute orders for this Special Whiskey, which, considering its rare quality will be found reasonable in price. (18, 1137, 150, 1160)
divider (322, 647, 470, 649)
dateline: Solomon Islands. (687, 702, 733, 710)
advert-signature: J. R. DAVIES, Jun. (1000, 506, 1050, 514)
advert-line: Secretary. (1075, 311, 1101, 319)
